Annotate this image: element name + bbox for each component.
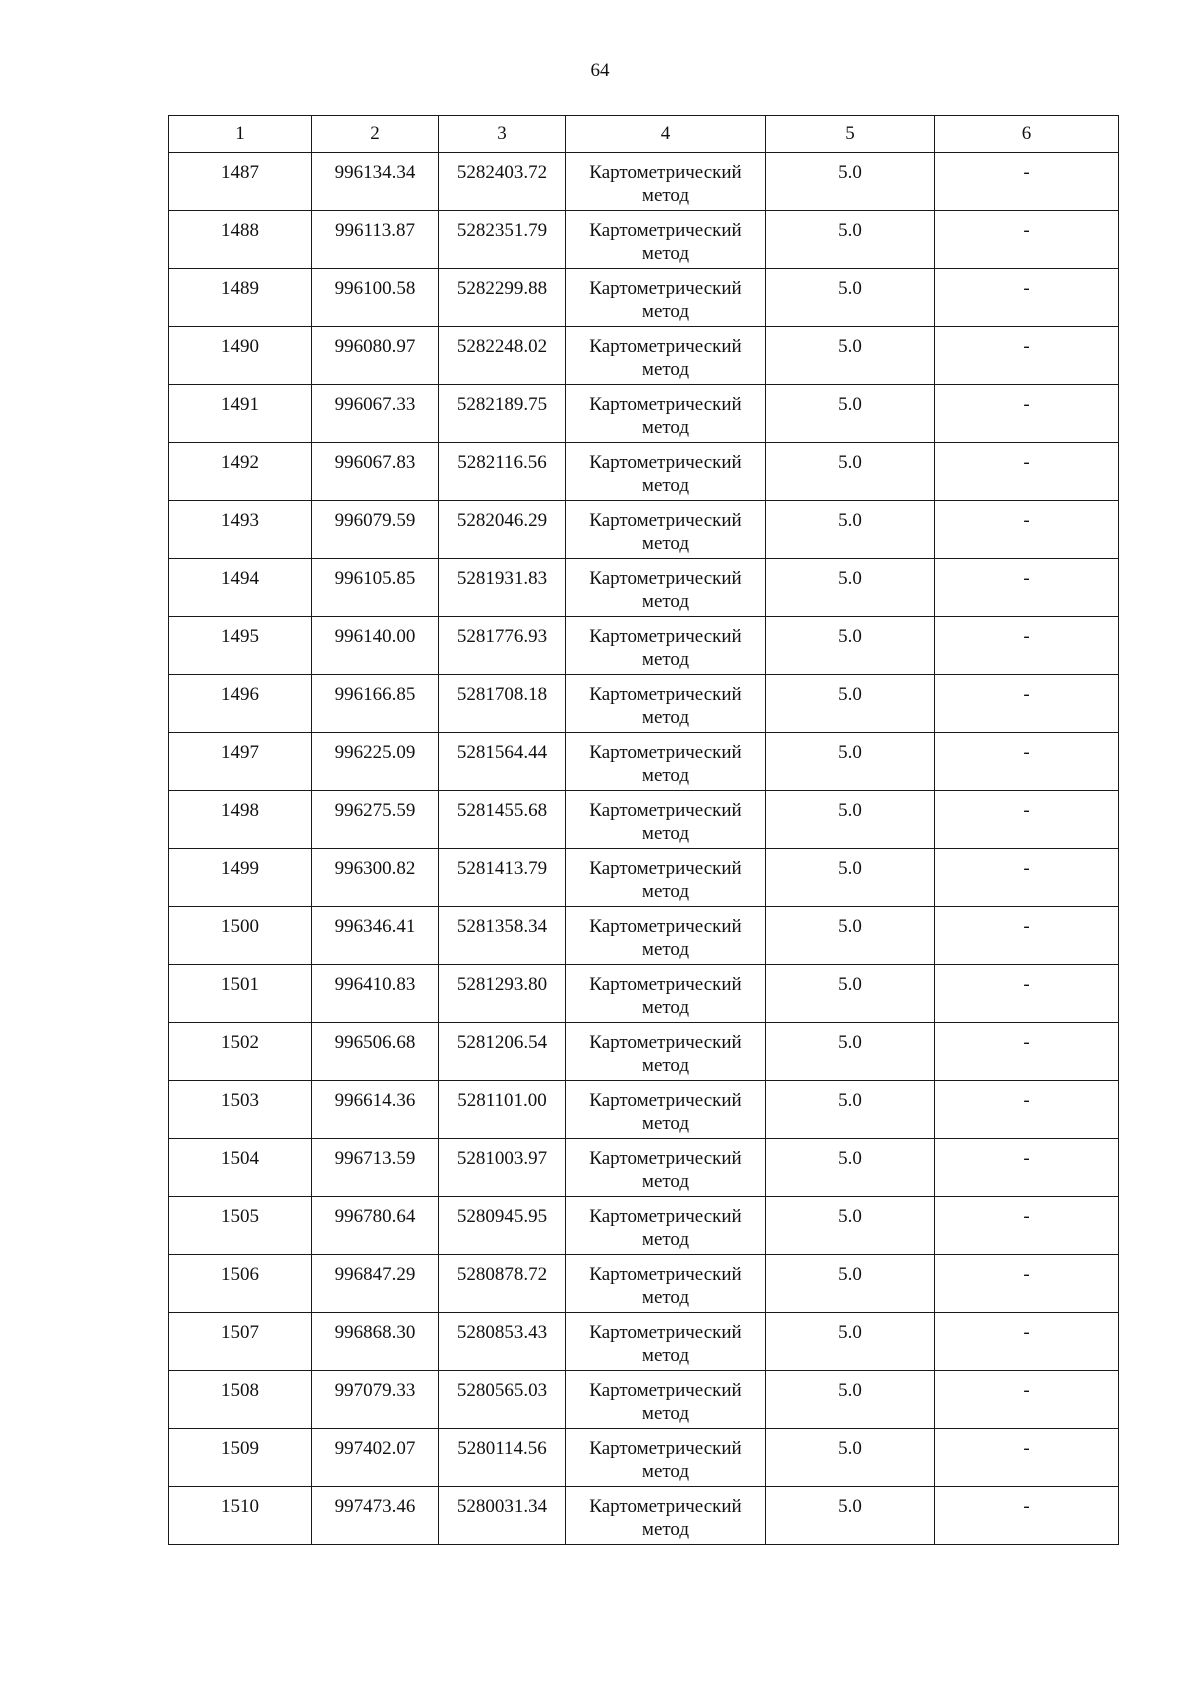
point-number-cell: 1506 [169, 1255, 312, 1313]
page-number: 64 [590, 60, 610, 81]
point-number-cell: 1503 [169, 1081, 312, 1139]
y-coordinate-cell: 5281776.93 [439, 617, 566, 675]
table-row [169, 733, 1119, 791]
note-cell: - [935, 1081, 1119, 1139]
note-cell: - [935, 501, 1119, 559]
note-cell: - [935, 733, 1119, 791]
accuracy-cell: 5.0 [766, 1197, 935, 1255]
x-coordinate-cell: 996067.33 [312, 385, 439, 443]
note-cell: - [935, 1255, 1119, 1313]
x-coordinate-cell: 996134.34 [312, 153, 439, 211]
accuracy-cell: 5.0 [766, 501, 935, 559]
method-cell: Картометрический метод [566, 1023, 766, 1081]
note-cell: - [935, 327, 1119, 385]
note-cell: - [935, 1313, 1119, 1371]
y-coordinate-cell: 5282116.56 [439, 443, 566, 501]
point-number-cell: 1502 [169, 1023, 312, 1081]
accuracy-cell: 5.0 [766, 1487, 935, 1545]
y-coordinate-cell: 5280853.43 [439, 1313, 566, 1371]
x-coordinate-cell: 996067.83 [312, 443, 439, 501]
column-header: 5 [766, 116, 935, 153]
method-cell: Картометрический метод [566, 559, 766, 617]
method-cell: Картометрический метод [566, 617, 766, 675]
y-coordinate-cell: 5281564.44 [439, 733, 566, 791]
x-coordinate-cell: 997079.33 [312, 1371, 439, 1429]
method-cell: Картометрический метод [566, 1313, 766, 1371]
table-row [169, 907, 1119, 965]
point-number-cell: 1505 [169, 1197, 312, 1255]
point-number-cell: 1488 [169, 211, 312, 269]
accuracy-cell: 5.0 [766, 269, 935, 327]
point-number-cell: 1498 [169, 791, 312, 849]
note-cell: - [935, 443, 1119, 501]
x-coordinate-cell: 996275.59 [312, 791, 439, 849]
table-row [169, 849, 1119, 907]
note-cell: - [935, 1371, 1119, 1429]
y-coordinate-cell: 5280878.72 [439, 1255, 566, 1313]
x-coordinate-cell: 996166.85 [312, 675, 439, 733]
accuracy-cell: 5.0 [766, 443, 935, 501]
accuracy-cell: 5.0 [766, 1081, 935, 1139]
accuracy-cell: 5.0 [766, 791, 935, 849]
y-coordinate-cell: 5281931.83 [439, 559, 566, 617]
table-row [169, 1371, 1119, 1429]
note-cell: - [935, 559, 1119, 617]
table-row [169, 1197, 1119, 1255]
note-cell: - [935, 617, 1119, 675]
point-number-cell: 1510 [169, 1487, 312, 1545]
table-row [169, 269, 1119, 327]
y-coordinate-cell: 5281455.68 [439, 791, 566, 849]
coordinates-table [168, 115, 1119, 1545]
table-row [169, 501, 1119, 559]
point-number-cell: 1508 [169, 1371, 312, 1429]
y-coordinate-cell: 5281003.97 [439, 1139, 566, 1197]
column-header: 4 [566, 116, 766, 153]
method-cell: Картометрический метод [566, 1081, 766, 1139]
table-header-row [169, 116, 1119, 153]
method-cell: Картометрический метод [566, 153, 766, 211]
accuracy-cell: 5.0 [766, 385, 935, 443]
accuracy-cell: 5.0 [766, 965, 935, 1023]
x-coordinate-cell: 996506.68 [312, 1023, 439, 1081]
point-number-cell: 1507 [169, 1313, 312, 1371]
note-cell: - [935, 675, 1119, 733]
y-coordinate-cell: 5280945.95 [439, 1197, 566, 1255]
table-row [169, 1487, 1119, 1545]
method-cell: Картометрический метод [566, 907, 766, 965]
y-coordinate-cell: 5282299.88 [439, 269, 566, 327]
x-coordinate-cell: 997402.07 [312, 1429, 439, 1487]
point-number-cell: 1501 [169, 965, 312, 1023]
x-coordinate-cell: 997473.46 [312, 1487, 439, 1545]
point-number-cell: 1496 [169, 675, 312, 733]
point-number-cell: 1497 [169, 733, 312, 791]
method-cell: Картометрический метод [566, 849, 766, 907]
accuracy-cell: 5.0 [766, 211, 935, 269]
x-coordinate-cell: 996847.29 [312, 1255, 439, 1313]
y-coordinate-cell: 5280114.56 [439, 1429, 566, 1487]
y-coordinate-cell: 5282248.02 [439, 327, 566, 385]
accuracy-cell: 5.0 [766, 559, 935, 617]
x-coordinate-cell: 996225.09 [312, 733, 439, 791]
method-cell: Картометрический метод [566, 1487, 766, 1545]
method-cell: Картометрический метод [566, 211, 766, 269]
accuracy-cell: 5.0 [766, 1023, 935, 1081]
x-coordinate-cell: 996868.30 [312, 1313, 439, 1371]
accuracy-cell: 5.0 [766, 1313, 935, 1371]
y-coordinate-cell: 5281413.79 [439, 849, 566, 907]
table-body [169, 153, 1119, 1545]
table-row [169, 617, 1119, 675]
y-coordinate-cell: 5281206.54 [439, 1023, 566, 1081]
y-coordinate-cell: 5281101.00 [439, 1081, 566, 1139]
accuracy-cell: 5.0 [766, 733, 935, 791]
note-cell: - [935, 1023, 1119, 1081]
y-coordinate-cell: 5281293.80 [439, 965, 566, 1023]
method-cell: Картометрический метод [566, 269, 766, 327]
x-coordinate-cell: 996713.59 [312, 1139, 439, 1197]
method-cell: Картометрический метод [566, 1371, 766, 1429]
x-coordinate-cell: 996079.59 [312, 501, 439, 559]
note-cell: - [935, 153, 1119, 211]
method-cell: Картометрический метод [566, 675, 766, 733]
table-row [169, 1255, 1119, 1313]
note-cell: - [935, 1429, 1119, 1487]
method-cell: Картометрический метод [566, 1429, 766, 1487]
method-cell: Картометрический метод [566, 327, 766, 385]
y-coordinate-cell: 5282403.72 [439, 153, 566, 211]
table-row [169, 443, 1119, 501]
y-coordinate-cell: 5281708.18 [439, 675, 566, 733]
x-coordinate-cell: 996300.82 [312, 849, 439, 907]
table-row [169, 1139, 1119, 1197]
table-row [169, 1429, 1119, 1487]
method-cell: Картометрический метод [566, 733, 766, 791]
accuracy-cell: 5.0 [766, 153, 935, 211]
x-coordinate-cell: 996100.58 [312, 269, 439, 327]
x-coordinate-cell: 996105.85 [312, 559, 439, 617]
method-cell: Картометрический метод [566, 1255, 766, 1313]
column-header: 1 [169, 116, 312, 153]
note-cell: - [935, 849, 1119, 907]
x-coordinate-cell: 996614.36 [312, 1081, 439, 1139]
method-cell: Картометрический метод [566, 501, 766, 559]
accuracy-cell: 5.0 [766, 1371, 935, 1429]
column-header: 3 [439, 116, 566, 153]
note-cell: - [935, 1197, 1119, 1255]
accuracy-cell: 5.0 [766, 617, 935, 675]
x-coordinate-cell: 996140.00 [312, 617, 439, 675]
point-number-cell: 1509 [169, 1429, 312, 1487]
table-row [169, 791, 1119, 849]
method-cell: Картометрический метод [566, 965, 766, 1023]
point-number-cell: 1492 [169, 443, 312, 501]
table-row [169, 1081, 1119, 1139]
point-number-cell: 1491 [169, 385, 312, 443]
table-row [169, 211, 1119, 269]
note-cell: - [935, 1487, 1119, 1545]
point-number-cell: 1494 [169, 559, 312, 617]
method-cell: Картометрический метод [566, 791, 766, 849]
point-number-cell: 1495 [169, 617, 312, 675]
accuracy-cell: 5.0 [766, 675, 935, 733]
table-row [169, 559, 1119, 617]
accuracy-cell: 5.0 [766, 907, 935, 965]
note-cell: - [935, 1139, 1119, 1197]
point-number-cell: 1499 [169, 849, 312, 907]
point-number-cell: 1500 [169, 907, 312, 965]
point-number-cell: 1493 [169, 501, 312, 559]
accuracy-cell: 5.0 [766, 327, 935, 385]
accuracy-cell: 5.0 [766, 1429, 935, 1487]
accuracy-cell: 5.0 [766, 1255, 935, 1313]
column-header: 2 [312, 116, 439, 153]
table-row [169, 385, 1119, 443]
method-cell: Картометрический метод [566, 443, 766, 501]
x-coordinate-cell: 996346.41 [312, 907, 439, 965]
y-coordinate-cell: 5280565.03 [439, 1371, 566, 1429]
x-coordinate-cell: 996080.97 [312, 327, 439, 385]
method-cell: Картометрический метод [566, 1139, 766, 1197]
method-cell: Картометрический метод [566, 385, 766, 443]
accuracy-cell: 5.0 [766, 1139, 935, 1197]
x-coordinate-cell: 996780.64 [312, 1197, 439, 1255]
note-cell: - [935, 907, 1119, 965]
y-coordinate-cell: 5281358.34 [439, 907, 566, 965]
point-number-cell: 1490 [169, 327, 312, 385]
table-row [169, 327, 1119, 385]
y-coordinate-cell: 5282046.29 [439, 501, 566, 559]
y-coordinate-cell: 5280031.34 [439, 1487, 566, 1545]
note-cell: - [935, 211, 1119, 269]
note-cell: - [935, 965, 1119, 1023]
table-row [169, 1313, 1119, 1371]
x-coordinate-cell: 996410.83 [312, 965, 439, 1023]
table-row [169, 153, 1119, 211]
note-cell: - [935, 269, 1119, 327]
note-cell: - [935, 791, 1119, 849]
y-coordinate-cell: 5282351.79 [439, 211, 566, 269]
table-row [169, 1023, 1119, 1081]
y-coordinate-cell: 5282189.75 [439, 385, 566, 443]
method-cell: Картометрический метод [566, 1197, 766, 1255]
table-row [169, 675, 1119, 733]
accuracy-cell: 5.0 [766, 849, 935, 907]
x-coordinate-cell: 996113.87 [312, 211, 439, 269]
table-row [169, 965, 1119, 1023]
note-cell: - [935, 385, 1119, 443]
column-header: 6 [935, 116, 1119, 153]
point-number-cell: 1487 [169, 153, 312, 211]
point-number-cell: 1489 [169, 269, 312, 327]
point-number-cell: 1504 [169, 1139, 312, 1197]
